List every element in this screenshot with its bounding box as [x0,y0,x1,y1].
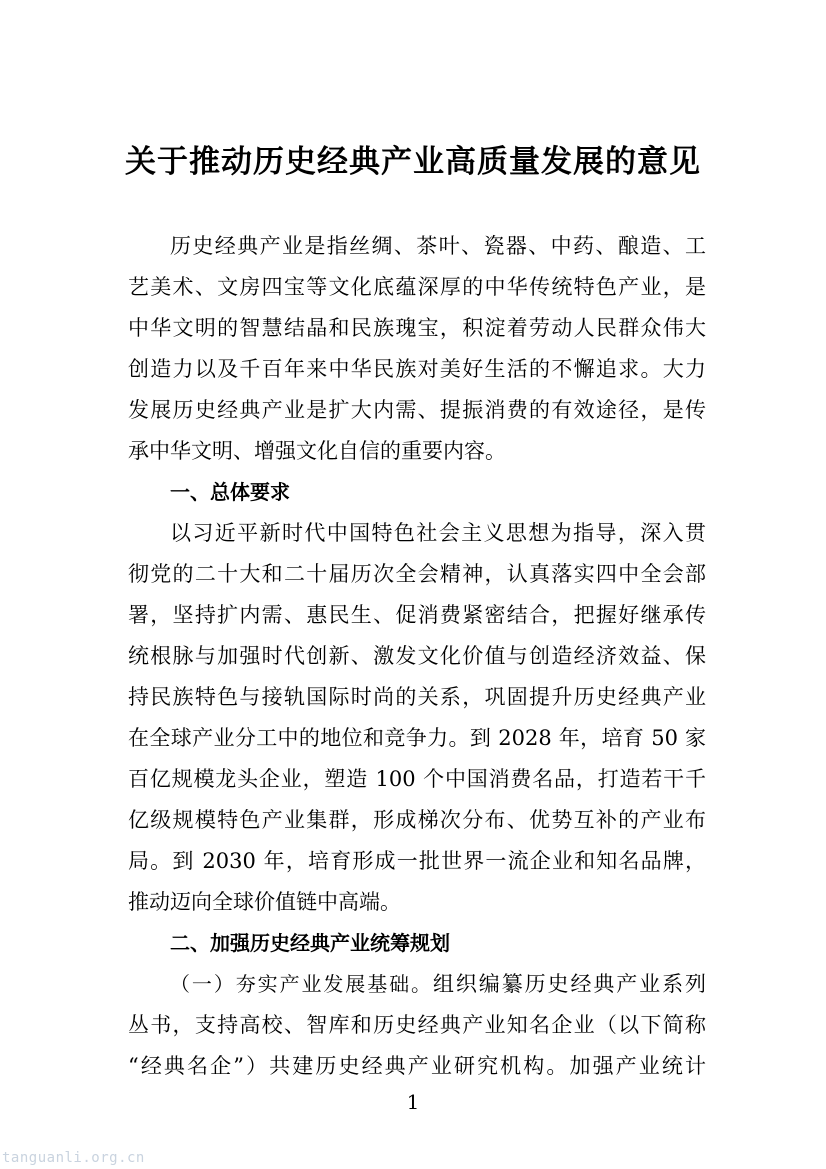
section-heading: 一、总体要求 [170,480,290,504]
subsection-text: 组织编纂历史经典产业系列 [432,972,707,996]
paragraph-line: 承中华文明、增强文化自信的重要内容。 [128,439,506,463]
paragraph-line: 发展历史经典产业是扩大内需、提振消费的有效途径，是传 [128,398,706,422]
watermark-text: tanguanli.org.cn [2,1150,145,1166]
paragraph-line: 百亿规模龙头企业，塑造 100 个中国消费名品，打造若干千 [128,767,706,791]
paragraph-line: 在全球产业分工中的地位和竞争力。到 2028 年，培育 50 家 [128,726,706,750]
document-title: 关于推动历史经典产业高质量发展的意见 [125,144,701,180]
paragraph-line: 丛书，支持高校、智库和历史经典产业知名企业（以下简称 [128,1013,706,1037]
paragraph-line: 以习近平新时代中国特色社会主义思想为指导，深入贯 [170,521,706,545]
paragraph-line: 彻党的二十大和二十届历次全会精神，认真落实四中全会部 [128,562,706,586]
paragraph-line: 亿级规模特色产业集群，形成梯次分布、优势互补的产业布 [128,808,706,832]
paragraph-line: 持民族特色与接轨国际时尚的关系，巩固提升历史经典产业 [128,685,706,709]
section-heading: 二、加强历史经典产业统筹规划 [170,931,450,955]
subsection-first-line [128,964,706,1005]
paragraph-line: “经典名企”）共建历史经典产业研究机构。加强产业统计 [128,1054,706,1078]
document-body [128,226,706,1087]
paragraph-line: 署，坚持扩内需、惠民生、促消费紧密结合，把握好继承传 [128,603,706,627]
paragraph-line: 推动迈向全球价值链中高端。 [128,890,401,914]
page-number: 1 [406,1090,420,1114]
paragraph-line: 艺美术、文房四宝等文化底蕴深厚的中华传统特色产业，是 [128,275,706,299]
paragraph-line: 局。到 2030 年，培育形成一批世界一流企业和知名品牌， [128,849,706,873]
paragraph-line: 统根脉与加强时代创新、激发文化价值与创造经济效益、保 [128,644,706,668]
subsection-label: （一）夯实产业发展基础。 [170,972,433,996]
paragraph-line: 创造力以及千百年来中华民族对美好生活的不懈追求。大力 [128,357,706,381]
paragraph-line: 历史经典产业是指丝绸、茶叶、瓷器、中药、酿造、工 [170,234,706,258]
paragraph-line: 中华文明的智慧结晶和民族瑰宝，积淀着劳动人民群众伟大 [128,316,706,340]
